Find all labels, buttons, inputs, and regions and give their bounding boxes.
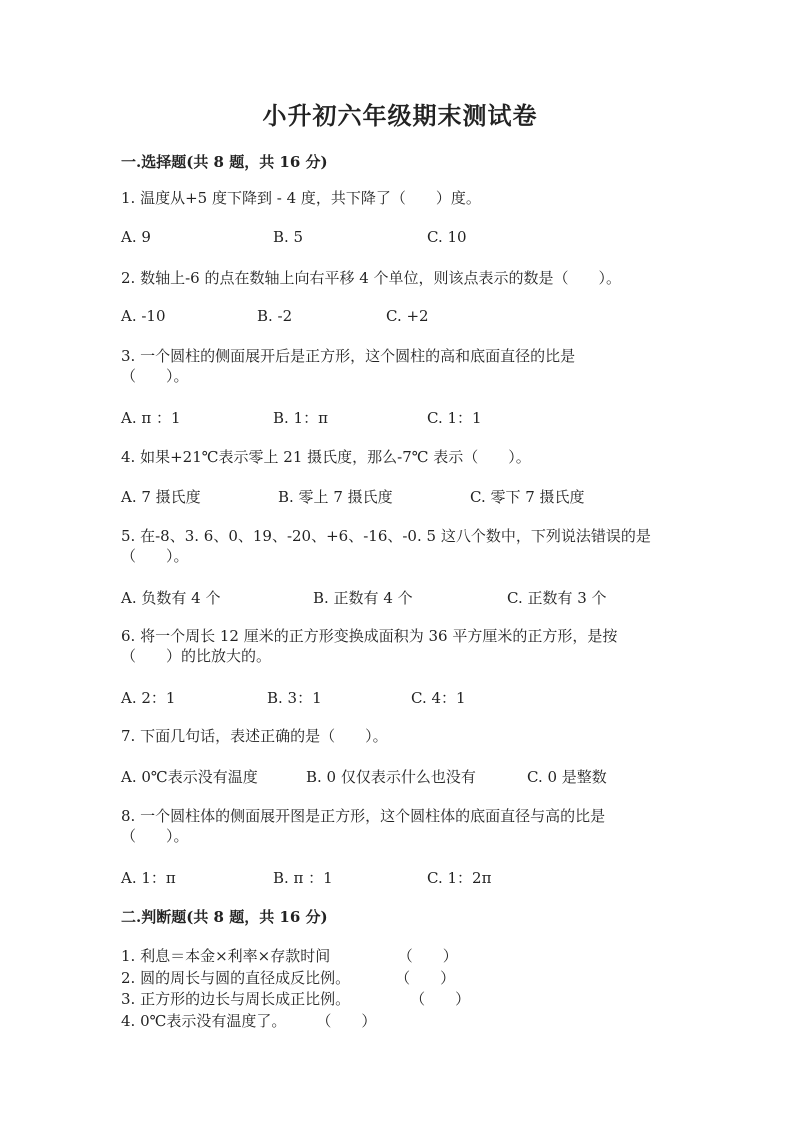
question-2: 2. 数轴上-6 的点在数轴上向右平移 4 个单位，则该点表示的数是（ ）。	[121, 269, 622, 287]
option-b: B. -2	[257, 307, 293, 325]
section-1-heading: 一.选择题(共 8 题，共 16 分)	[121, 153, 328, 171]
option-c: C. 正数有 3 个	[507, 589, 607, 607]
option-b: B. 零上 7 摄氏度	[278, 488, 393, 506]
question-5: 5. 在-8、3. 6、0、19、-20、+6、-16、-0. 5 这八个数中，下列说法错误的是 （ ）。	[121, 527, 651, 565]
judge-item-1: 1. 利息＝本金×利率×存款时间 （ ）	[121, 947, 458, 965]
question-7-options	[121, 766, 681, 786]
option-a: A. 9	[121, 228, 151, 246]
option-a: A. -10	[121, 307, 166, 325]
option-c: C. 0 是整数	[527, 768, 607, 786]
option-a: A. 7 摄氏度	[121, 488, 201, 506]
option-b: B. 3：1	[267, 689, 322, 707]
question-4-options	[121, 486, 681, 506]
option-c: C. 零下 7 摄氏度	[470, 488, 585, 506]
option-a: A. 1：π	[121, 869, 176, 887]
option-c: C. 1：1	[427, 409, 482, 427]
option-c: C. 4：1	[411, 689, 466, 707]
option-c: C. +2	[386, 307, 429, 325]
question-3-options	[121, 407, 681, 427]
judge-item-4: 4. 0℃表示没有温度了。 （ ）	[121, 1012, 377, 1030]
question-8: 8. 一个圆柱体的侧面展开图是正方形，这个圆柱体的底面直径与高的比是 （ ）。	[121, 807, 606, 845]
option-b: B. 正数有 4 个	[313, 589, 413, 607]
option-c: C. 10	[427, 228, 467, 246]
judge-item-3: 3. 正方形的边长与周长成正比例。 （ ）	[121, 990, 471, 1008]
question-3: 3. 一个圆柱的侧面展开后是正方形，这个圆柱的高和底面直径的比是 （ ）。	[121, 347, 576, 385]
question-4: 4. 如果+21℃表示零上 21 摄氏度，那么-7℃ 表示（ ）。	[121, 448, 531, 466]
question-1-options	[121, 228, 681, 248]
option-b: B. 0 仅仅表示什么也没有	[306, 768, 476, 786]
section-2-heading: 二.判断题(共 8 题，共 16 分)	[121, 908, 328, 926]
option-a: A. 2：1	[121, 689, 176, 707]
question-1: 1. 温度从+5 度下降到 - 4 度，共下降了（ ）度。	[121, 189, 481, 207]
question-5-options	[121, 587, 681, 607]
option-b: B. 1：π	[273, 409, 328, 427]
option-b: B. 5	[273, 228, 304, 246]
question-7: 7. 下面几句话，表述正确的是（ ）。	[121, 727, 388, 745]
option-a: A. π ：1	[121, 409, 181, 427]
judge-item-2: 2. 圆的周长与圆的直径成反比例。 （ ）	[121, 969, 456, 987]
question-2-options	[121, 307, 681, 327]
question-6: 6. 将一个周长 12 厘米的正方形变换成面积为 36 平方厘米的正方形，是按 （ ）的比放大的。	[121, 627, 618, 665]
exam-title: 小升初六年级期末测试卷	[262, 101, 538, 130]
option-a: A. 0℃表示没有温度	[121, 768, 258, 786]
question-8-options	[121, 867, 681, 887]
option-c: C. 1：2π	[427, 869, 492, 887]
option-a: A. 负数有 4 个	[121, 589, 221, 607]
question-6-options	[121, 687, 681, 707]
option-b: B. π ：1	[273, 869, 333, 887]
